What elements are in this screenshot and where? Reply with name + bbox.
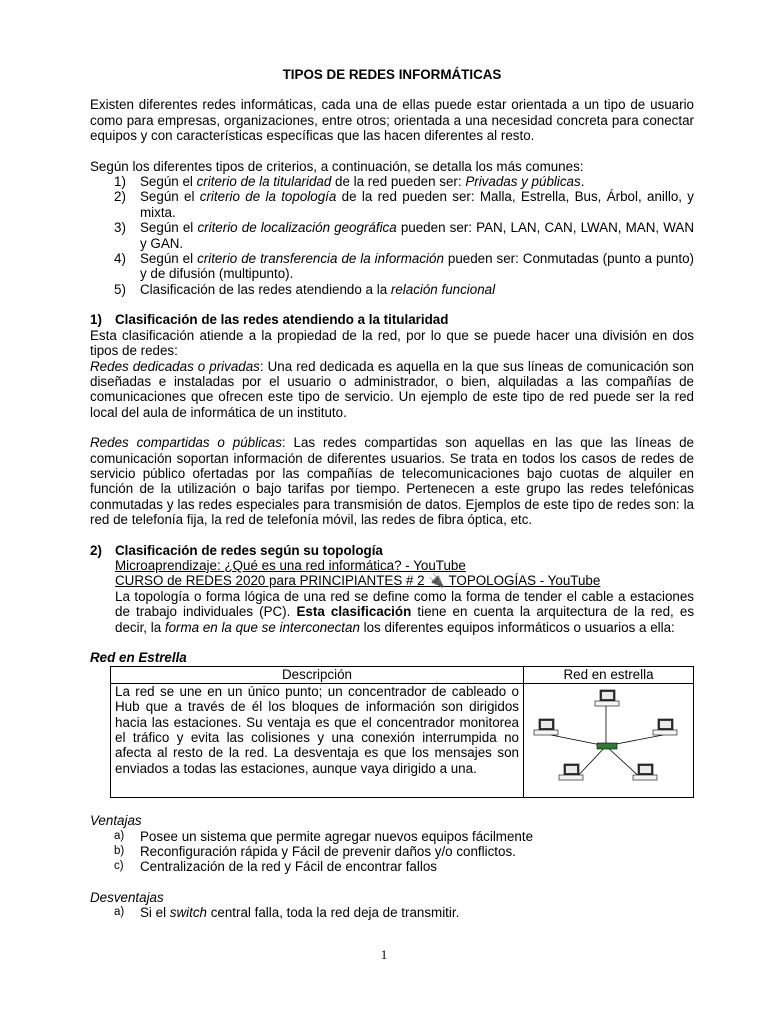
topology-paragraph: La topología o forma lógica de una red se define como la forma de tender el cable a estaciones de trabajo individuales (PC). Esta clasificación tiene en cuenta la arquitectura de la red, es decir, la forma en la que se interconectan los diferentes equipos informáticos o usuarios a ella: [115,588,695,635]
computer-icon [534,719,558,735]
computer-icon [595,690,619,706]
criteria-intro: Según los diferentes tipos de criterios, a continuación, se detalla los más comunes: [90,158,584,174]
hub-icon [597,743,617,749]
document-body [90,67,694,921]
page-number: 1 [380,947,388,962]
criteria-item: 2) Según el criterio de la topología de la red pueden ser: Malla, Estrella, Bus, Árbol, anillo, y mixta. [114,189,694,220]
disadvantages-label: Desventajas [90,889,164,905]
section1-heading: 1) Clasificación de las redes atendiendo a la titularidad [90,312,449,328]
table-header-description: Descripción [111,667,524,683]
list-item: b) Reconfiguración rápida y Fácil de prevenir daños y/o conflictos. [114,844,516,860]
intro-paragraph: Existen diferentes redes informáticas, cada una de ellas puede estar orientada a un tipo de usuario como para empresas, organizaciones, entre otros; orientada a una necesidad concreta para conectar equipos y con características específicas que las hacen diferentes al resto. [90,97,694,144]
advantages-list [90,829,694,875]
criteria-item: 1) Según el criterio de la titularidad de la red pueden ser: Privadas y públicas. [114,174,585,190]
computer-icon [653,719,677,735]
disadvantages-list [90,905,694,920]
section2-heading: 2) Clasificación de redes según su topología [90,542,383,558]
list-item: c) Centralización de la red y Fácil de encontrar fallos [114,859,437,875]
list-item: a) Posee un sistema que permite agregar nuevos equipos fácilmente [114,828,534,844]
youtube-link-curso-redes[interactable]: CURSO de REDES 2020 para PRINCIPIANTES # 2 🔌 TOPOLOGÍAS - YouTube [115,573,601,589]
list-item: a) Si el switch central falla, toda la red deja de transmitir. [114,905,460,921]
advantages-label: Ventajas [90,813,142,829]
section1-intro: Esta clasificación atiende a la propiedad de la red, por lo que se puede hacer una división en dos tipos de redes: [90,327,694,359]
table-header-image: Red en estrella [524,667,694,683]
private-networks-paragraph: Redes dedicadas o privadas: Una red dedicada es aquella en la que sus líneas de comunicación son diseñadas e instaladas por el usuario o administrador, o bien, alquiladas a las compañías de comunicaciones que ofrecen este tipo de servicio. Un ejemplo de este tipo de red puede ser la red local del aula de informática de un instituto. [90,358,694,420]
computer-icon [559,764,583,780]
document-title: TIPOS DE REDES INFORMÁTICAS [282,67,502,82]
criteria-item: 4) Según el criterio de transferencia de la información pueden ser: Conmutadas (punto a punto) y de difusión (multipunto). [114,251,694,282]
public-networks-paragraph: Redes compartidas o públicas: Las redes compartidas son aquellas en las que las líneas de comunicación soportan información de diferentes usuarios. Se trata en todos los casos de redes de servicio público ofertadas por las compañías de telecomunicaciones bajo cuotas de alquiler en función de la utilización o bajo tarifas por tiempo. Pertenecen a este grupo las redes telefónicas conmutadas y las redes especiales para transmisión de datos. Ejemplos de este tipo de redes son: la red de telefonía fija, la red de telefonía móvil, las redes de fibra óptica, etc. [90,435,694,528]
star-table [110,666,694,798]
criteria-item: 3) Según el criterio de localización geográfica pueden ser: PAN, LAN, CAN, LWAN, MAN, WAN y GAN. [114,220,694,251]
youtube-link-microaprendizaje[interactable]: Microaprendizaje: ¿Qué es una red informática? - YouTube [115,557,466,573]
criteria-item: 5) Clasificación de las redes atendiendo a la relación funcional [114,281,496,297]
star-topology-diagram [526,684,691,794]
criteria-list [90,174,694,297]
star-diagram-cell [524,683,694,797]
star-description-cell: La red se une en un único punto; un concentrador de cableado o Hub que a través de él los bloques de información son dirigidos hacia las estaciones. Su ventaja es que el concentrador monitorea el tráfico y evita las colisiones y una conexión interrumpida no afecta al resto de la red. La desventaja es que los mensajes son enviados a todas las estaciones, aunque vaya dirigido a una. [111,683,524,797]
star-heading: Red en Estrella [90,650,187,665]
computer-icon [633,764,657,780]
